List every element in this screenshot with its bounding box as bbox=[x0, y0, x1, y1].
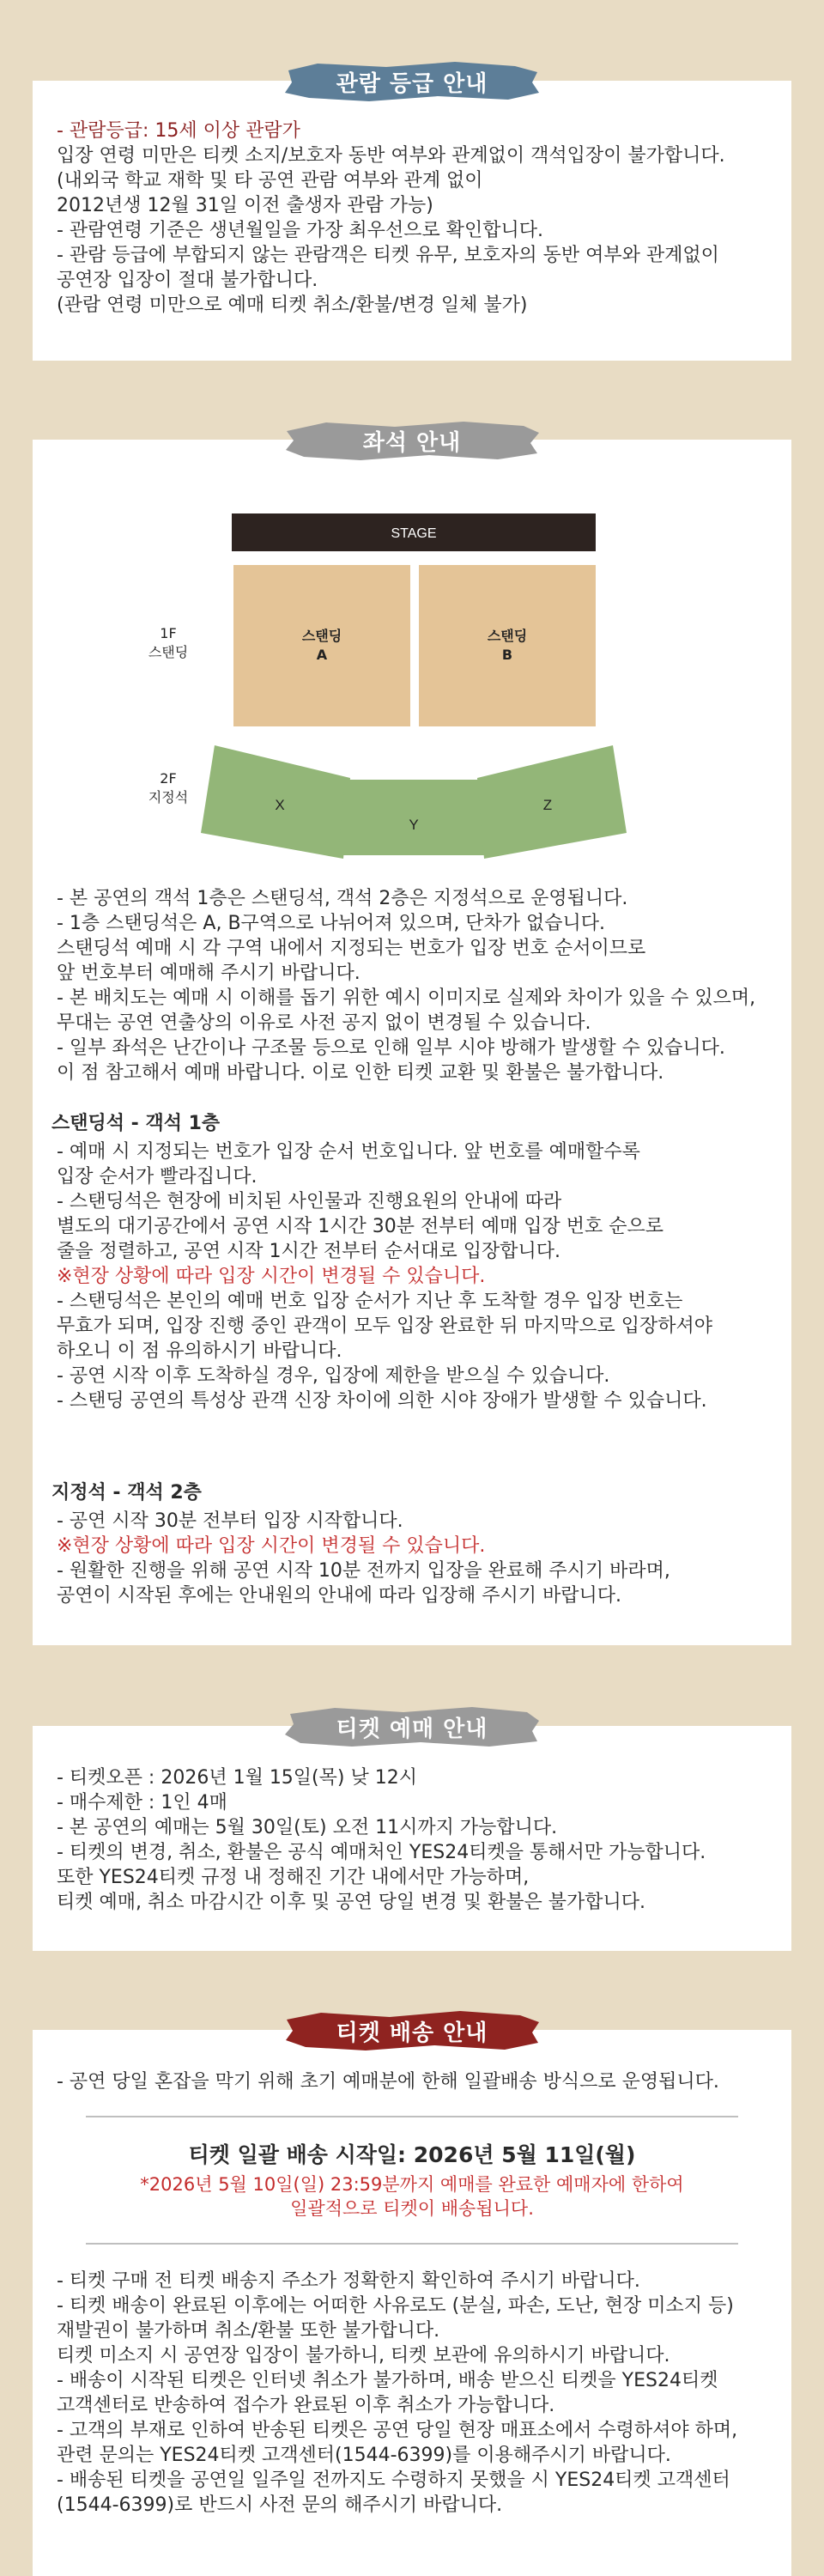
list-item: - 배송이 시작된 티켓은 인터넷 취소가 불가하며, 배송 받으신 티켓을 YES24티켓 bbox=[57, 2370, 718, 2391]
list-item: - 공연 시작 이후 도착하실 경우, 입장에 제한을 받으실 수 있습니다. bbox=[57, 1365, 610, 1387]
booking-banner bbox=[283, 1704, 541, 1750]
list-item: - 예매 시 지정되는 번호가 입장 순서 번호입니다. 앞 번호를 예매할수록 bbox=[57, 1141, 640, 1163]
seating-general-list bbox=[52, 886, 781, 1085]
zone-a bbox=[233, 565, 410, 726]
list-item: ※현장 상황에 따라 입장 시간이 변경될 수 있습니다. bbox=[57, 1535, 486, 1557]
floor2-label-2: 지정석 bbox=[148, 789, 189, 805]
zone-x-label: X bbox=[275, 797, 285, 813]
zone-y-label: Y bbox=[409, 817, 419, 833]
seating-title: 좌석 안내 bbox=[362, 429, 462, 456]
list-item: - 고객의 부재로 인하여 반송된 티켓은 공연 당일 현장 매표소에서 수령하셔야 하며, bbox=[57, 2420, 738, 2441]
list-item: 공연장 입장이 절대 불가합니다. bbox=[57, 270, 318, 291]
list-item: - 스탠딩석은 현장에 비치된 사인물과 진행요원의 안내에 따라 bbox=[57, 1191, 562, 1212]
list-item: - 원활한 진행을 위해 공연 시작 10분 전까지 입장을 완료해 주시기 바라며, bbox=[57, 1560, 670, 1582]
list-item: 재발권이 불가하며 취소/환불 또한 불가합니다. bbox=[57, 2320, 440, 2342]
list-item: 관련 문의는 YES24티켓 고객센터(1544-6399)를 이용해주시기 바랍니다. bbox=[57, 2445, 671, 2466]
list-item: 고객센터로 반송하여 접수가 완료된 이후 취소가 가능합니다. bbox=[57, 2395, 555, 2416]
list-item: - 배송된 티켓을 공연일 일주일 전까지도 수령하지 못했을 시 YES24티켓 고객센터 bbox=[57, 2470, 730, 2491]
zone-b bbox=[419, 565, 596, 726]
list-item: (1544-6399)로 반드시 사전 문의 해주시기 바랍니다. bbox=[57, 2494, 503, 2516]
zone-a-label-2: A bbox=[316, 647, 328, 663]
rating-list bbox=[52, 118, 781, 318]
delivery-banner bbox=[283, 2008, 541, 2054]
list-item: - 스탠딩 공연의 특성상 관객 신장 차이에 의한 시야 장애가 발생할 수 있습니다. bbox=[57, 1390, 707, 1412]
list-item: - 1층 스탠딩석은 A, B구역으로 나뉘어져 있으며, 단차가 없습니다. bbox=[57, 913, 606, 934]
list-item: - 공연 당일 혼잡을 막기 위해 초기 예매분에 한해 일괄배송 방식으로 운영됩니다. bbox=[57, 2071, 719, 2093]
booking-section bbox=[33, 1716, 791, 1951]
delivery-cutoff-note-2: 일괄적으로 티켓이 배송됩니다. bbox=[290, 2198, 534, 2219]
seated-list bbox=[52, 1509, 781, 1608]
floor2-label-1: 2F bbox=[160, 770, 177, 787]
seated-title: 지정석 - 객석 2층 bbox=[52, 1482, 202, 1504]
booking-title: 티켓 예매 안내 bbox=[336, 1716, 488, 1742]
zone-a-label-1: 스탠딩 bbox=[301, 628, 342, 644]
standing-title: 스탠딩석 - 객석 1층 bbox=[52, 1113, 221, 1134]
list-item: - 관람 등급에 부합되지 않는 관람객은 티켓 유무, 보호자의 동반 여부와 관계없이 bbox=[57, 245, 719, 266]
list-item: 2012년생 12월 31일 이전 출생자 관람 가능) bbox=[57, 195, 433, 216]
rating-section bbox=[33, 70, 791, 361]
list-item: - 티켓 배송이 완료된 이후에는 어떠한 사유로도 (분실, 파손, 도난, 현장 미소지 등) bbox=[57, 2295, 734, 2317]
list-item: - 관람등급: 15세 이상 관람가 bbox=[57, 120, 300, 142]
delivery-section bbox=[33, 2020, 791, 2576]
delivery-highlight-box bbox=[86, 2116, 738, 2245]
delivery-cutoff-note-1: *2026년 5월 10일(일) 23:59분까지 예매를 완료한 예매자에 한하여 bbox=[140, 2174, 684, 2195]
rating-title: 관람 등급 안내 bbox=[336, 70, 488, 97]
seat-map bbox=[33, 505, 791, 866]
zone-b-label-1: 스탠딩 bbox=[487, 628, 528, 644]
floor1-label-2: 스탠딩 bbox=[148, 644, 189, 660]
list-item: ※현장 상황에 따라 입장 시간이 변경될 수 있습니다. bbox=[57, 1266, 486, 1287]
delivery-intro bbox=[52, 2069, 781, 2094]
zone-b-label-2: B bbox=[501, 647, 513, 663]
list-item: 앞 번호부터 예매해 주시기 바랍니다. bbox=[57, 963, 360, 984]
list-item: 별도의 대기공간에서 공연 시작 1시간 30분 전부터 예매 입장 번호 순으로 bbox=[57, 1216, 663, 1237]
list-item: 이 점 참고해서 예매 바랍니다. 이로 인한 티켓 교환 및 환불은 불가합니다. bbox=[57, 1062, 664, 1084]
list-item: - 티켓오픈 : 2026년 1월 15일(목) 낮 12시 bbox=[57, 1767, 417, 1789]
rating-banner bbox=[283, 58, 541, 105]
list-item: - 티켓의 변경, 취소, 환불은 공식 예매처인 YES24티켓을 통해서만 가능합니다. bbox=[57, 1842, 706, 1863]
list-item: 입장 연령 미만은 티켓 소지/보호자 동반 여부와 관계없이 객석입장이 불가합니다. bbox=[57, 145, 725, 167]
list-item: 공연이 시작된 후에는 안내원의 안내에 따라 입장해 주시기 바랍니다. bbox=[57, 1585, 621, 1607]
list-item: 티켓 예매, 취소 마감시간 이후 및 공연 당일 변경 및 환불은 불가합니다. bbox=[57, 1892, 645, 1913]
list-item: - 관람연령 기준은 생년월일을 가장 최우선으로 확인합니다. bbox=[57, 220, 543, 241]
floor1-label-1: 1F bbox=[160, 625, 177, 641]
seating-section bbox=[33, 429, 791, 1645]
list-item: 입장 순서가 빨라집니다. bbox=[57, 1166, 258, 1188]
delivery-list bbox=[52, 2269, 781, 2518]
list-item: - 스탠딩석은 본인의 예매 번호 입장 순서가 지난 후 도착할 경우 입장 번호는 bbox=[57, 1291, 683, 1312]
list-item: - 본 배치도는 예매 시 이해를 돕기 위한 예시 이미지로 실제와 차이가 있을 수 있으며, bbox=[57, 987, 756, 1009]
list-item: 티켓 미소지 시 공연장 입장이 불가하니, 티켓 보관에 유의하시기 바랍니다. bbox=[57, 2345, 670, 2366]
stage-label: STAGE bbox=[391, 526, 437, 541]
delivery-start-date: 티켓 일괄 배송 시작일: 2026년 5월 11일(월) bbox=[188, 2142, 636, 2167]
list-item: 무효가 되며, 입장 진행 중인 관객이 모두 입장 완료한 뒤 마지막으로 입장하셔야 bbox=[57, 1315, 712, 1337]
booking-list bbox=[52, 1765, 781, 1915]
list-item: (관람 연령 미만으로 예매 티켓 취소/환불/변경 일체 불가) bbox=[57, 295, 528, 316]
list-item: - 본 공연의 예매는 5월 30일(토) 오전 11시까지 가능합니다. bbox=[57, 1817, 558, 1838]
list-item: - 공연 시작 30분 전부터 입장 시작합니다. bbox=[57, 1510, 403, 1532]
list-item: - 티켓 구매 전 티켓 배송지 주소가 정확한지 확인하여 주시기 바랍니다. bbox=[57, 2270, 640, 2292]
list-item: 또한 YES24티켓 규정 내 정해진 기간 내에서만 가능하며, bbox=[57, 1867, 530, 1888]
seating-banner bbox=[283, 417, 541, 464]
delivery-title: 티켓 배송 안내 bbox=[336, 2020, 488, 2046]
zone-z-label: Z bbox=[542, 797, 553, 813]
list-item: 무대는 공연 연출상의 이유로 사전 공지 없이 변경될 수 있습니다. bbox=[57, 1012, 591, 1034]
list-item: 줄을 정렬하고, 공연 시작 1시간 전부터 순서대로 입장합니다. bbox=[57, 1241, 560, 1262]
list-item: - 일부 좌석은 난간이나 구조물 등으로 인해 일부 시야 방해가 발생할 수 있습니다. bbox=[57, 1037, 725, 1059]
list-item: - 본 공연의 객석 1층은 스탠딩석, 객석 2층은 지정석으로 운영됩니다. bbox=[57, 888, 628, 909]
standing-list bbox=[52, 1139, 781, 1413]
list-item: 스탠딩석 예매 시 각 구역 내에서 지정되는 번호가 입장 번호 순서이므로 bbox=[57, 938, 646, 959]
seated-block bbox=[52, 1480, 781, 1608]
list-item: - 매수제한 : 1인 4매 bbox=[57, 1792, 227, 1814]
standing-block bbox=[52, 1111, 781, 1413]
list-item: 하오니 이 점 유의하시기 바랍니다. bbox=[57, 1340, 342, 1362]
list-item: (내외국 학교 재학 및 타 공연 관람 여부와 관계 없이 bbox=[57, 170, 483, 191]
